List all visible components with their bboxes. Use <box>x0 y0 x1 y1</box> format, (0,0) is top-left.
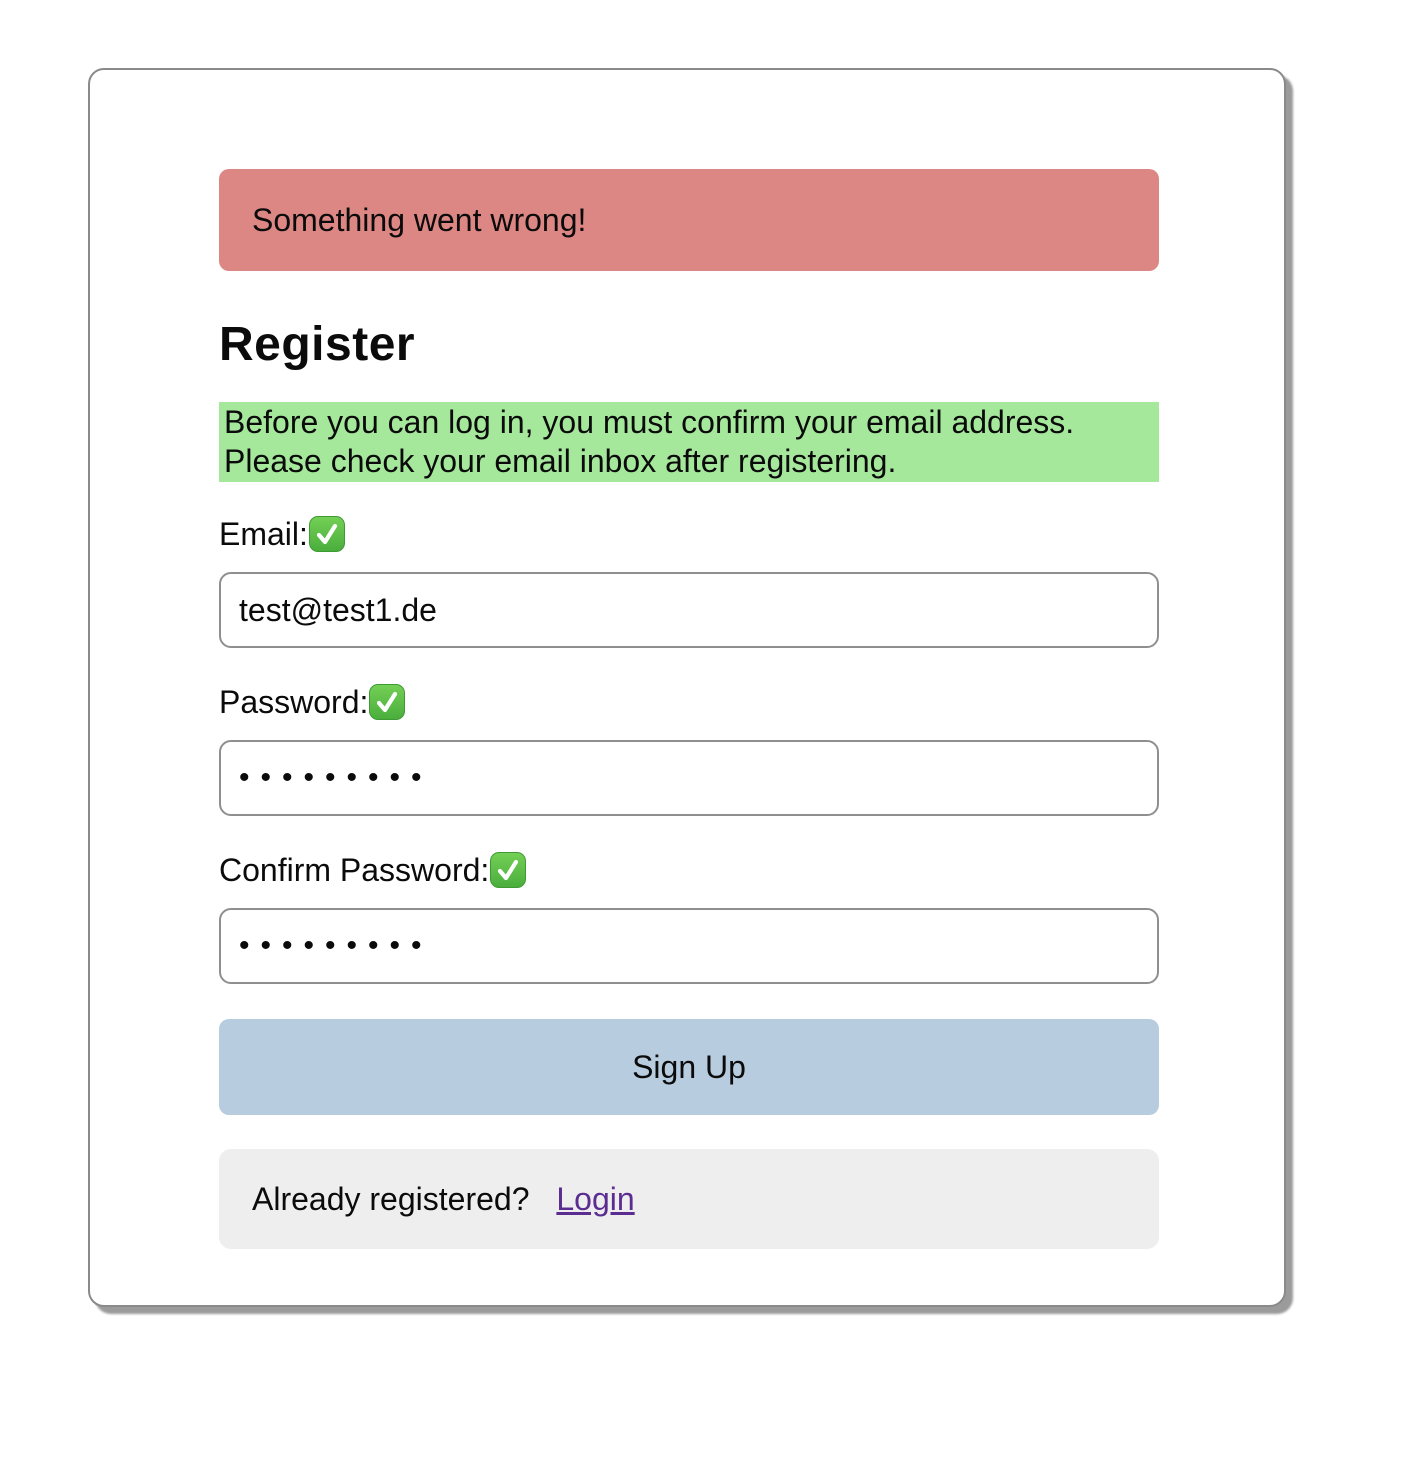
email-label-text: Email: <box>219 516 308 552</box>
password-label-text: Password: <box>219 684 369 720</box>
sign-up-button[interactable]: Sign Up <box>219 1019 1159 1115</box>
login-link[interactable]: Login <box>556 1181 635 1217</box>
password-check-icon <box>369 684 405 720</box>
register-form <box>219 515 1159 1115</box>
email-label <box>219 515 1159 553</box>
register-card <box>88 68 1286 1307</box>
confirm-password-label <box>219 851 1159 889</box>
footer-box <box>219 1149 1159 1249</box>
confirm-password-field[interactable] <box>219 908 1159 984</box>
error-alert-text: Something went wrong! <box>252 202 587 238</box>
confirm-password-label-text: Confirm Password: <box>219 852 490 888</box>
email-check-icon <box>309 516 345 552</box>
page-title: Register <box>219 318 416 371</box>
password-label <box>219 683 1159 721</box>
password-field[interactable] <box>219 740 1159 816</box>
confirm-password-check-icon <box>490 852 526 888</box>
already-registered-text: Already registered? <box>252 1181 530 1217</box>
email-field[interactable] <box>219 572 1159 648</box>
info-message: Before you can log in, you must confirm your email address. Please check your email inbox after registering. <box>219 402 1159 482</box>
error-alert <box>219 169 1159 271</box>
